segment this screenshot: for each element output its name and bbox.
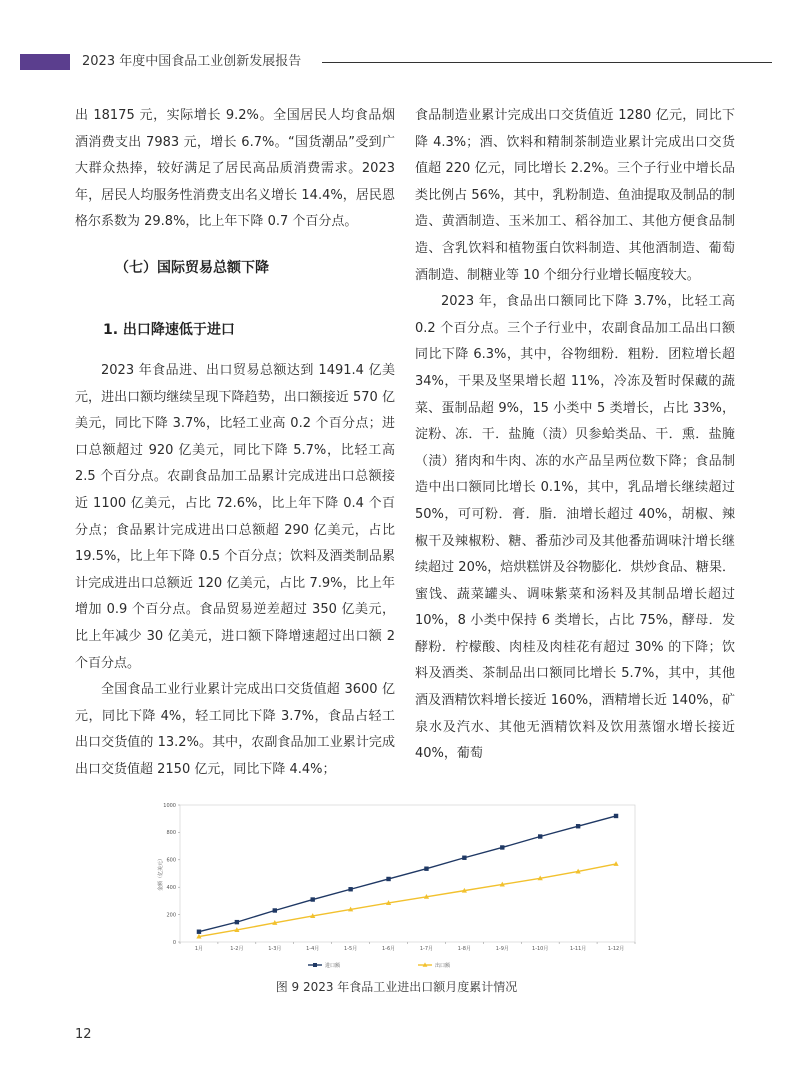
legend-marker bbox=[313, 963, 317, 967]
data-point bbox=[500, 845, 504, 849]
x-tick-label: 1-2月 bbox=[230, 946, 244, 952]
data-point bbox=[614, 814, 618, 818]
x-tick-label: 1-4月 bbox=[306, 946, 320, 952]
data-point bbox=[386, 877, 390, 881]
header-accent-bar bbox=[20, 54, 70, 70]
paragraph: 2023 年，食品出口额同比下降 3.7%，比轻工高 0.2 个百分点。三个子行业中，农副食品加工品出口额同比下降 6.3%，其中，谷物细粉．粗粉．团粒增长超 34%，干果及坚果增长超 11%，冷冻及暂时保藏的蔬菜、蛋制品超 9%，15 小类中 5 类增长，占比 33%，淀粉、冻．干．盐腌（渍）贝参蛤类品、干．熏．盐腌（渍）猪肉和牛肉、冻的水产品呈两位数下降；食品制造中出口额同比增长 0.1%，其中，乳品增长继续超过 50%，可可粉．膏．脂．油增长超过 40%，胡椒、辣椒干及辣椒粉、糖、番茄沙司及其他番茄调味汁增长继续超过 20%，焙烘糕饼及谷物膨化．烘炒食品、糖果．蜜饯、蔬菜罐头、调味紫菜和汤料及其制品增长超过 10%，8 小类中保持 6 类增长，占比 75%，酵母．发酵粉．柠檬酸、肉桂及肉桂花有超过 30% 的下降；饮料及酒类、茶制品出口额同比增长 5.7%，其中，其他酒及酒精饮料增长接近 160%，酒精增长近 140%，矿泉水及汽水、其他无酒精饮料及饮用蒸馏水增长接近 40%，葡萄 bbox=[415, 294, 735, 762]
header-title: 2023 年度中国食品工业创新发展报告 bbox=[82, 54, 302, 69]
data-point bbox=[576, 824, 580, 828]
x-tick-label: 1-9月 bbox=[495, 946, 509, 952]
paragraph: 食品制造业累计完成出口交货值近 1280 亿元，同比下降 4.3%；酒、饮料和精制茶制造业累计完成出口交货值超 220 亿元，同比增长 2.2%。三个子行业中增长品类比例占 56%，其中，乳粉制造、鱼油提取及制品的制造、黄酒制造、玉米加工、稻谷加工、其他方便食品制造、含乳饮料和植物蛋白饮料制造、其他酒制造、葡萄酒制造、制糖业等 10 个细分行业增长幅度较大。 bbox=[415, 108, 735, 283]
x-tick-label: 1-7月 bbox=[419, 946, 434, 952]
y-axis-label: 金额（亿美元） bbox=[158, 855, 164, 892]
left-column bbox=[75, 103, 395, 783]
trade-line-chart bbox=[150, 795, 650, 975]
x-tick-label: 1-10月 bbox=[532, 946, 549, 952]
y-tick-label: 0 bbox=[172, 939, 176, 946]
section-heading: （七）国际贸易总额下降 bbox=[115, 259, 269, 276]
data-point bbox=[538, 834, 542, 838]
legend-label: 进口额 bbox=[325, 962, 341, 969]
x-tick-label: 1-11月 bbox=[569, 946, 587, 952]
x-tick-label: 1-3月 bbox=[268, 946, 282, 952]
x-tick-label: 1-12月 bbox=[607, 946, 625, 952]
data-point bbox=[197, 930, 201, 934]
x-tick-label: 1-8月 bbox=[457, 946, 471, 952]
data-point bbox=[311, 897, 315, 901]
figure-caption: 图 9 2023 年食品工业进出口额月度累计情况 bbox=[275, 980, 518, 994]
y-tick-label: 200 bbox=[166, 912, 176, 919]
paragraph: 全国食品工业行业累计完成出口交货值超 3600 亿元，同比下降 4%，轻工同比下降 3.7%，食品占轻工出口交货值的 13.2%。其中，农副食品加工业累计完成出口交货值超 2150 亿元，同比下降 4.4%； bbox=[75, 682, 395, 777]
chart-svg bbox=[150, 795, 650, 975]
x-tick-label: 1-5月 bbox=[344, 946, 358, 952]
legend-label: 出口额 bbox=[435, 962, 451, 969]
paragraph: 2023 年食品进、出口贸易总额达到 1491.4 亿美元，进出口额均继续呈现下降趋势，出口额接近 570 亿美元，同比下降 3.7%，比轻工业高 0.2 个百分点；进口总额超过 920 亿美元，同比下降 5.7%，比轻工高 2.5 个百分点。农副食品加工品累计完成进出口总额接近 1100 亿美元，占比 72.6%，比上年下降 0.4 个百分点；食品累计完成进出口总额超 290 亿美元，占比 19.5%，比上年下降 0.5 个百分点；饮料及酒类制品累计完成进出口总额近 120 亿美元，占比 7.9%，比上年增加 0.9 个百分点。食品贸易逆差超过 350 亿美元，比上年减少 30 亿美元，进口额下降增速超过出口额 2 个百分点。 bbox=[75, 362, 395, 671]
data-point bbox=[424, 867, 428, 871]
header-rule bbox=[322, 62, 772, 63]
data-point bbox=[462, 856, 466, 860]
y-tick-label: 400 bbox=[166, 885, 176, 891]
sub-heading: 1. 出口降速低于进口 bbox=[103, 321, 235, 338]
y-tick-label: 600 bbox=[166, 857, 176, 864]
data-point bbox=[235, 920, 239, 924]
right-column bbox=[415, 103, 735, 768]
y-tick-label: 800 bbox=[166, 830, 176, 837]
data-point bbox=[348, 887, 352, 891]
page-number: 12 bbox=[75, 1027, 92, 1042]
data-point bbox=[273, 908, 277, 912]
x-tick-label: 1月 bbox=[194, 946, 204, 952]
paragraph: 出 18175 元，实际增长 9.2%。全国居民人均食品烟酒消费支出 7983 元，增长 6.7%。“国货潮品”受到广大群众热捧，较好满足了居民高品质消费需求。2023 年，居民人均服务性消费支出名义增长 14.4%，居民恩格尔系数为 29.8%，比上年下降 0.7 个百分点。 bbox=[75, 108, 395, 230]
y-tick-label: 1000 bbox=[163, 802, 176, 809]
x-tick-label: 1-6月 bbox=[381, 946, 396, 952]
